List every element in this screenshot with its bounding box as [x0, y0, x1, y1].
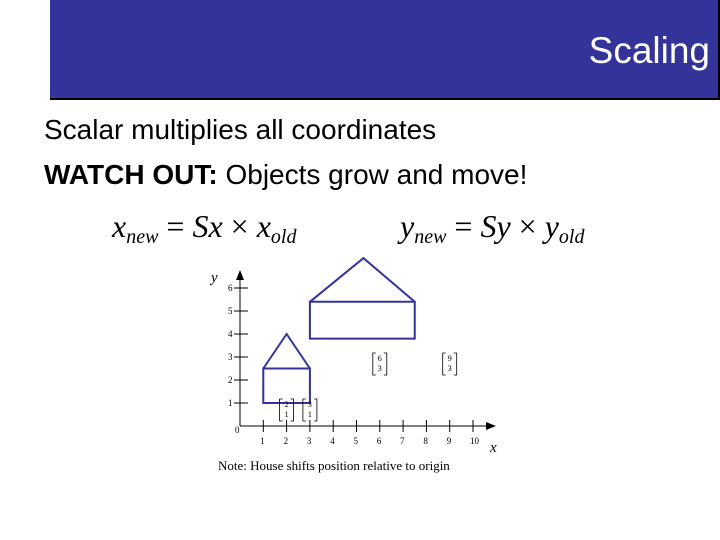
x-tick-label: 10: [470, 436, 479, 446]
eq-x-sub-new: new: [126, 226, 159, 248]
x-tick-label: 8: [423, 436, 428, 446]
slide-title: Scaling: [588, 30, 710, 71]
y-tick-label: 1: [228, 398, 233, 408]
y-tick-label: 3: [228, 352, 233, 362]
vector-bracket-right: [314, 399, 317, 421]
x-axis-arrow: [486, 422, 496, 430]
axes: [209, 270, 497, 456]
large-house-body: [310, 302, 415, 339]
x-tick-label: 2: [283, 436, 289, 446]
equation-x: $x_{new} = Sx \times x_{old}$: [112, 208, 297, 248]
eq-x-scale: Sx: [192, 208, 223, 244]
y-tick-label: 6: [228, 283, 233, 293]
vector-bracket-right: [384, 353, 387, 375]
eq-y-var: y: [400, 208, 415, 244]
watch-out-text: Objects grow and move!: [217, 159, 528, 190]
origin-label: 0: [235, 425, 240, 435]
bullet-line-1: Scalar multiplies all coordinates: [44, 114, 437, 145]
x-tick-label: 4: [330, 436, 335, 446]
eq-x-var-old: x: [256, 208, 271, 244]
watch-out-label: WATCH OUT:: [44, 159, 218, 190]
vector-top-value: 2: [284, 400, 289, 409]
eq-x-sub-old: old: [270, 226, 297, 248]
y-tick-label: 5: [228, 306, 233, 316]
eq-y-var-old: y: [544, 208, 559, 244]
vector-bottom-value: 3: [377, 364, 382, 373]
x-tick-label: 1: [260, 436, 265, 446]
vector-top-value: 9: [447, 354, 452, 363]
x-axis-label: x: [490, 440, 497, 456]
vector-bracket-left: [443, 353, 446, 375]
vector-bracket-right: [454, 353, 457, 375]
x-tick-label: 5: [353, 436, 358, 446]
x-tick-label: 9: [446, 436, 452, 446]
vector-bottom-value: 3: [447, 364, 452, 373]
small-house-roof: [263, 334, 310, 369]
small-house-body: [263, 369, 310, 404]
equation-y: $y_{new} = Sy \times y_{old}$: [400, 208, 585, 248]
vector-bracket-left: [373, 353, 376, 375]
large-house-roof: [310, 258, 415, 302]
y-tick-label: 4: [228, 329, 233, 339]
y-tick-label: 2: [228, 375, 233, 385]
eq-x-var: x: [112, 208, 127, 244]
vector-bottom-value: 1: [284, 410, 289, 419]
coordinate-vector: [373, 353, 387, 375]
coordinate-vector: [443, 353, 457, 375]
x-tick-label: 7: [400, 436, 405, 446]
vector-top-value: 6: [377, 354, 382, 363]
x-tick-label: 3: [306, 436, 312, 446]
y-axis-label: y: [211, 270, 218, 286]
y-axis-arrow: [236, 270, 244, 280]
eq-y-scale: Sy: [480, 208, 511, 244]
x-tick-label: 6: [376, 436, 382, 446]
eq-y-sub-new: new: [414, 226, 447, 248]
eq-y-sub-old: old: [558, 226, 585, 248]
houses: [263, 258, 414, 403]
vector-bottom-value: 1: [307, 410, 312, 419]
vector-top-value: 3: [307, 400, 312, 409]
diagram-note: Note: House shifts position relative to origin: [218, 458, 450, 473]
